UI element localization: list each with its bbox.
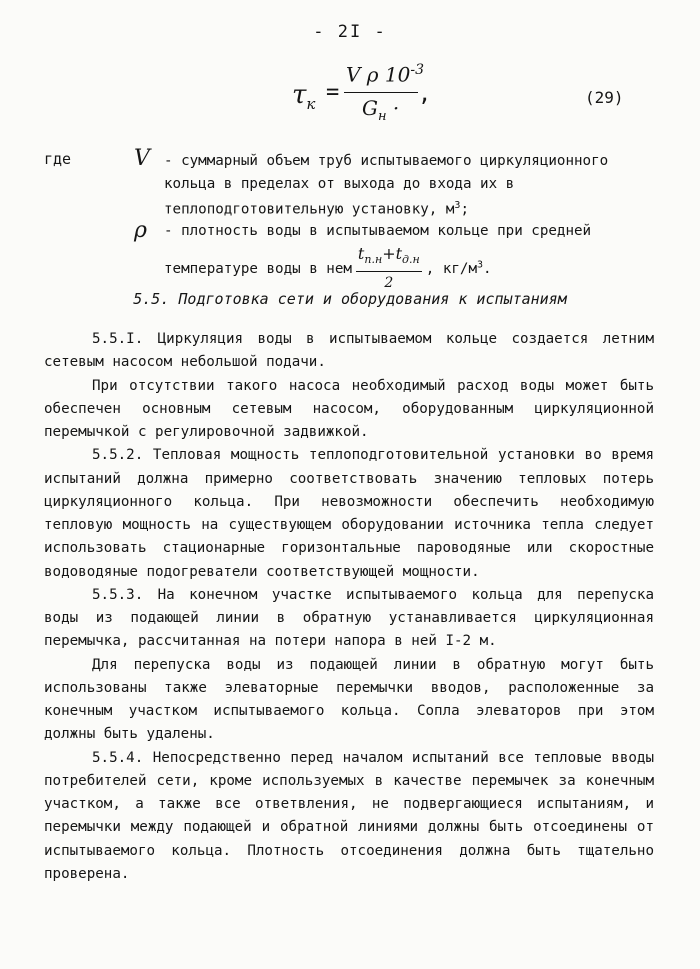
section-heading: 5.5. Подготовка сети и оборудования к испытаниям — [133, 290, 567, 308]
formula-denominator: $G_н$ · — [362, 96, 400, 124]
formula-equals: = — [326, 80, 340, 105]
formula-comma: , — [418, 82, 432, 107]
paragraph-no-pump: При отсутствии такого насоса необходимый расход воды может быть обеспечен основным сетевым насосом, оборудованным циркуляционной перемычкой с регулировочной задвижкой. — [44, 377, 654, 440]
formula — [292, 60, 472, 122]
paragraph-5-5-3: 5.5.3. На конечном участке испытываемого кольца для перепуска воды из подающей линии в обратную устанавливается циркуляционная перемычка, рассчитанная на потери напора в ней I-2 м. — [44, 586, 654, 650]
paragraph-5-5-4: 5.5.4. Непосредственно перед началом испытаний все тепловые вводы потребителей сети, кроме используемых в качестве перемычек за конечным участком, а также все ответвления, не подвергающиеся испытаниям, и перемычки между подающей и обратной линиями должны быть отсоединены от испытываемого кольца. Плотность отсоединения должна быть тщательно проверена. — [44, 749, 654, 882]
where-label: где — [44, 150, 72, 168]
formula-lhs: $\tau_к$ — [292, 80, 316, 114]
paragraph-5-5-1: 5.5.I. Циркуляция воды в испытываемом кольце создается летним сетевым насосом небольшой подачи. — [44, 331, 654, 371]
formula-numerator: V ρ $10^{-3}$ — [346, 62, 425, 87]
fraction-bar — [344, 92, 418, 93]
symbol-rho: ρ — [134, 218, 147, 243]
paragraph-5-5-2: 5.5.2. Тепловая мощность теплоподготовительной установки во время испытаний должна примерно соответствовать значению тепловых потерь циркуляционного кольца. При невозможности обеспечить необходимую тепловую мощность на существующем оборудовании источника тепла следует использовать стационарные горизонтальные пароводяные или скоростные водоводяные подогреватели соответствующей мощности. — [44, 447, 654, 580]
definition-v: - суммарный объем труб испытываемого циркуляционного кольца в пределах от выхода до входа их в теплоподготовительную установку, $м^3$; — [164, 153, 609, 218]
mean-temperature-fraction: $t_{п.н}+t_{д.н}$ 2 — [357, 243, 420, 292]
symbol-v: V — [134, 146, 150, 171]
page-number: - 2I - — [313, 22, 387, 42]
definition-rho: - плотность воды в испытываемом кольце при средней температуре воды в нем $t_{п.н}+t_{д.н}$ 2 , $кг/м^3$. — [164, 220, 654, 295]
body-text — [44, 328, 654, 886]
equation-number: (29) — [585, 88, 624, 107]
paragraph-bypass: Для перепуска воды из подающей линии в обратную могут быть использованы также элеваторные перемычки вводов, расположенные за конечным участком испытываемого кольца. Сопла элеваторов при этом должны быть удалены. — [44, 656, 654, 743]
